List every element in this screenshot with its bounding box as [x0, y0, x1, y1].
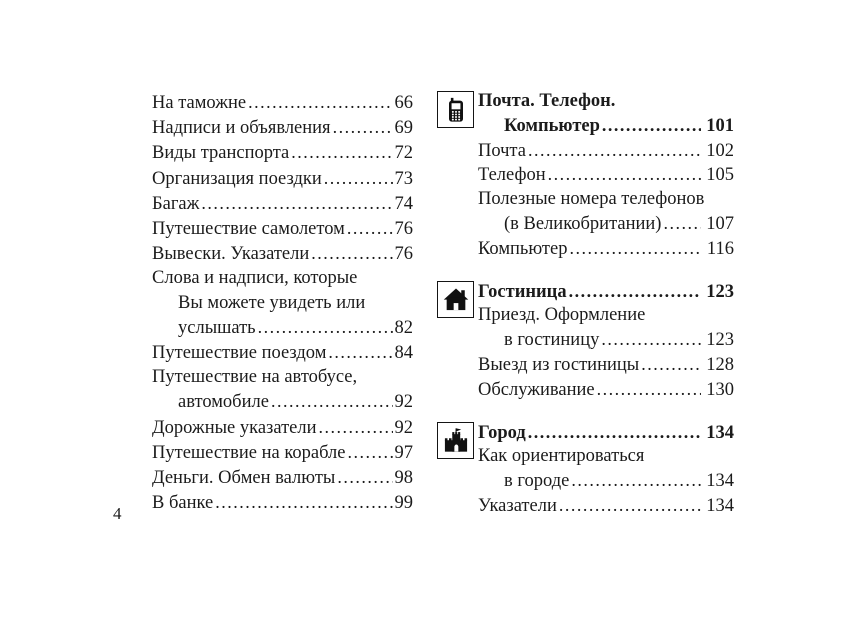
- toc-entry-label: Вывески. Указатели: [152, 244, 310, 265]
- toc-page-number: 84: [394, 343, 413, 364]
- toc-page-number: 76: [394, 219, 413, 240]
- toc-page-number: 123: [706, 330, 734, 351]
- toc-entry: [478, 163, 734, 188]
- toc-right-column: [437, 90, 734, 537]
- toc-entry: [152, 440, 413, 465]
- toc-entry-label: Путешествие поездом: [152, 343, 327, 364]
- toc-entry-label: Телефон: [478, 165, 546, 186]
- toc-entry: [478, 237, 734, 262]
- toc-entry-label: Надписи и объявления: [152, 118, 331, 139]
- toc-page-number: 98: [394, 468, 413, 489]
- section-city: [437, 421, 734, 519]
- toc-entry: [152, 241, 413, 266]
- toc-entry-label: Путешествие самолетом: [152, 219, 345, 240]
- toc-page-number: 107: [706, 213, 734, 234]
- toc-page-number: 102: [706, 140, 734, 161]
- dot-leader: [333, 115, 393, 140]
- toc-page-number: 82: [394, 317, 413, 338]
- toc-entry-label: В банке: [152, 493, 214, 514]
- toc-page-number: 72: [394, 143, 413, 164]
- toc-entry-label: Почта: [478, 140, 526, 161]
- toc-entry: [478, 304, 734, 328]
- section-heading-label: Гостиница: [478, 281, 567, 302]
- section-heading-label: Город: [478, 422, 526, 443]
- toc-page-number: 74: [394, 193, 413, 214]
- toc-entry: [152, 365, 413, 389]
- toc-entry-label: Дорожные указатели: [152, 417, 317, 438]
- dot-leader: [569, 280, 702, 305]
- toc-entry-label: в гостиницу: [504, 330, 600, 351]
- dot-leader: [641, 353, 701, 378]
- toc-entry-label: Обслуживание: [478, 379, 595, 400]
- toc-page-number: 134: [706, 422, 734, 443]
- toc-entry-continuation: [152, 291, 413, 315]
- toc-page-number: 130: [706, 379, 734, 400]
- page-folio-number: 4: [113, 504, 122, 523]
- toc-entry-continuation: [152, 389, 413, 414]
- toc-entry-continuation: [152, 315, 413, 340]
- toc-page-number: 134: [706, 471, 734, 492]
- dot-leader: [258, 315, 393, 340]
- toc-entry-label: Компьютер: [478, 238, 568, 259]
- dot-leader: [291, 140, 392, 165]
- toc-entry-label: в городе: [504, 471, 570, 492]
- toc-page-number: 105: [706, 165, 734, 186]
- toc-entry: [478, 378, 734, 403]
- dot-leader: [548, 163, 702, 188]
- toc-page-number: 99: [394, 493, 413, 514]
- section-hotel: [437, 280, 734, 403]
- dot-leader: [337, 465, 392, 490]
- toc-page-number: 92: [394, 417, 413, 438]
- toc-entry: [152, 140, 413, 165]
- section-heading-continuation: [478, 114, 734, 139]
- section-post-telephone-computer: [437, 90, 734, 262]
- toc-entry: [478, 353, 734, 378]
- section-heading-label: Компьютер: [504, 115, 600, 136]
- dot-leader: [597, 378, 702, 403]
- toc-entry-label: Путешествие на автобусе,: [152, 367, 358, 388]
- toc-page-number: 76: [394, 244, 413, 265]
- dot-leader: [311, 241, 392, 266]
- toc-entry-label: Слова и надписи, которые: [152, 268, 358, 289]
- toc-entry-label: Полезные номера телефонов: [478, 189, 705, 210]
- dot-leader: [324, 166, 393, 191]
- toc-entry: [152, 191, 413, 216]
- toc-page-number: 116: [706, 238, 734, 259]
- section-heading: [478, 280, 734, 305]
- toc-entry-label: Деньги. Обмен валюты: [152, 468, 336, 489]
- toc-entry: [478, 494, 734, 519]
- toc-entry-label: Указатели: [478, 495, 557, 516]
- toc-page-number: 128: [706, 354, 734, 375]
- toc-entry: [152, 340, 413, 365]
- toc-entry: [152, 216, 413, 241]
- dot-leader: [528, 139, 701, 164]
- toc-entry-label: Путешествие на корабле: [152, 442, 346, 463]
- toc-page-number: 123: [706, 281, 734, 302]
- toc-left-column: [152, 90, 413, 515]
- castle-icon: [437, 422, 474, 459]
- toc-entry: [152, 465, 413, 490]
- toc-page-number: 134: [706, 495, 734, 516]
- toc-entry: [152, 266, 413, 290]
- toc-entry-continuation: [478, 212, 734, 237]
- dot-leader: [328, 340, 392, 365]
- mobile-phone-icon: [437, 91, 474, 128]
- dot-leader: [559, 494, 701, 519]
- section-heading: [478, 421, 734, 446]
- toc-entry: [152, 490, 413, 515]
- toc-page-number: 66: [394, 93, 413, 113]
- dot-leader: [601, 328, 701, 353]
- toc-entry: [152, 415, 413, 440]
- section-heading-label: Почта. Телефон.: [478, 91, 616, 111]
- toc-entry-label: Организация поездки: [152, 168, 322, 189]
- dot-leader: [319, 415, 393, 440]
- dot-leader: [663, 212, 701, 237]
- toc-page-number: 92: [394, 392, 413, 413]
- toc-entry-label: услышать: [178, 317, 256, 338]
- toc-entry-label: Приезд. Оформление: [478, 305, 646, 326]
- toc-entry-label: Выезд из гостиницы: [478, 354, 640, 375]
- toc-entry-label: автомобиле: [178, 392, 269, 413]
- toc-entry: [152, 90, 413, 115]
- toc-page-number: 97: [394, 442, 413, 463]
- dot-leader: [347, 216, 393, 241]
- toc-entry: [478, 445, 734, 469]
- toc-page-number: 73: [394, 168, 413, 189]
- toc-entry: [152, 166, 413, 191]
- dot-leader: [571, 469, 701, 494]
- toc-entry-label: Как ориентироваться: [478, 446, 645, 467]
- section-heading: [478, 90, 734, 114]
- dot-leader: [528, 421, 701, 446]
- dot-leader: [347, 440, 392, 465]
- toc-entry-label: (в Великобритании): [504, 213, 662, 234]
- dot-leader: [215, 490, 392, 515]
- toc-entry: [478, 139, 734, 164]
- toc-entry-continuation: [478, 469, 734, 494]
- toc-entry-label: Вы можете увидеть или: [178, 292, 366, 313]
- dot-leader: [271, 389, 393, 414]
- toc-entry: [478, 188, 734, 212]
- toc-entry-continuation: [478, 328, 734, 353]
- dot-leader: [201, 191, 392, 216]
- dot-leader: [569, 237, 701, 262]
- dot-leader: [602, 114, 701, 139]
- toc-entry: [152, 115, 413, 140]
- house-icon: [437, 281, 474, 318]
- toc-entry-label: Багаж: [152, 193, 200, 214]
- dot-leader: [248, 90, 392, 115]
- toc-entry-label: На таможне: [152, 93, 247, 113]
- toc-entry-label: Виды транспорта: [152, 143, 290, 164]
- toc-page-number: 101: [706, 115, 734, 136]
- toc-page-number: 69: [394, 118, 413, 139]
